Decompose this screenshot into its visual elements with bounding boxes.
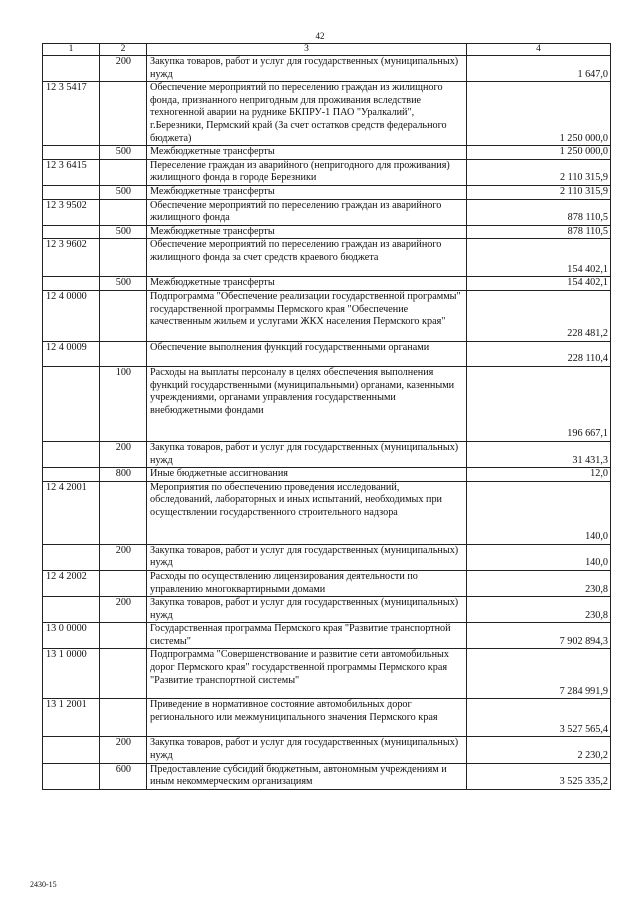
table-row [43, 544, 611, 570]
table-row [43, 441, 611, 467]
row-amount: 3 527 565,4 [467, 699, 611, 737]
row-code [43, 737, 100, 763]
row-expense-type: 500 [100, 277, 147, 291]
header-col-3: 3 [147, 44, 467, 56]
row-name: Подпрограмма "Обеспечение реализации государственной программы" государственной программы Пермского края "Обеспечение качественным жильем и услугами ЖКХ населения Пермского края" [147, 290, 467, 341]
row-code [43, 185, 100, 199]
row-expense-type: 500 [100, 225, 147, 239]
table-row [43, 623, 611, 649]
row-expense-type: 200 [100, 56, 147, 82]
row-code: 12 4 2001 [43, 481, 100, 544]
row-expense-type [100, 159, 147, 185]
row-name: Расходы на выплаты персоналу в целях обеспечения выполнения функций государственными (муниципальными) органами, казенными учреждениями, органами управления государственными внебюджетными фондами [147, 366, 467, 441]
table-row [43, 341, 611, 366]
table-row [43, 185, 611, 199]
row-name: Расходы по осуществлению лицензирования деятельности по управлению многоквартирными домами [147, 570, 467, 596]
row-amount: 12,0 [467, 468, 611, 482]
table-row [43, 225, 611, 239]
row-code [43, 277, 100, 291]
row-name: Подпрограмма "Совершенствование и развитие сети автомобильных дорог Пермского края" государственной программы Пермского края "Развитие транспортной системы" [147, 649, 467, 699]
row-code: 12 4 0000 [43, 290, 100, 341]
row-name: Обеспечение выполнения функций государственными органами [147, 341, 467, 366]
row-amount: 2 110 315,9 [467, 159, 611, 185]
row-name: Обеспечение мероприятий по переселению граждан из жилищного фонда, признанного непригодным для проживания вследствие техногенной аварии на руднике БКПРУ-1 ПАО "Уралкалий", г.Березники, Пермский край (За счет остатков средств федерального бюджета) [147, 82, 467, 146]
row-code: 12 3 9602 [43, 239, 100, 277]
table-row [43, 366, 611, 441]
row-expense-type: 200 [100, 441, 147, 467]
row-amount: 1 250 000,0 [467, 146, 611, 160]
row-expense-type: 200 [100, 544, 147, 570]
row-expense-type: 800 [100, 468, 147, 482]
row-code [43, 146, 100, 160]
row-code [43, 597, 100, 623]
row-name: Закупка товаров, работ и услуг для государственных (муниципальных) нужд [147, 737, 467, 763]
row-amount: 140,0 [467, 544, 611, 570]
table-row [43, 570, 611, 596]
row-expense-type: 100 [100, 366, 147, 441]
row-expense-type: 200 [100, 737, 147, 763]
row-expense-type: 500 [100, 146, 147, 160]
row-name: Приведение в нормативное состояние автомобильных дорог регионального или межмуниципального значения Пермского края [147, 699, 467, 737]
table-row [43, 597, 611, 623]
row-amount: 228 110,4 [467, 341, 611, 366]
row-name: Закупка товаров, работ и услуг для государственных (муниципальных) нужд [147, 441, 467, 467]
table-row [43, 468, 611, 482]
table-row [43, 159, 611, 185]
row-name: Мероприятия по обеспечению проведения исследований, обследований, лабораторных и иных испытаний, необходимых при осуществлении государственного строительного надзора [147, 481, 467, 544]
table-row [43, 239, 611, 277]
header-col-1: 1 [43, 44, 100, 56]
row-expense-type [100, 699, 147, 737]
row-code: 12 3 6415 [43, 159, 100, 185]
row-name: Закупка товаров, работ и услуг для государственных (муниципальных) нужд [147, 544, 467, 570]
row-amount: 230,8 [467, 597, 611, 623]
row-code [43, 56, 100, 82]
row-amount: 7 902 894,3 [467, 623, 611, 649]
row-expense-type: 500 [100, 185, 147, 199]
table-row [43, 82, 611, 146]
row-amount: 196 667,1 [467, 366, 611, 441]
row-code: 13 1 2001 [43, 699, 100, 737]
row-code: 12 4 2002 [43, 570, 100, 596]
row-code [43, 441, 100, 467]
row-amount: 230,8 [467, 570, 611, 596]
budget-table [42, 43, 611, 790]
header-col-4: 4 [467, 44, 611, 56]
table-row [43, 763, 611, 789]
row-amount: 3 525 335,2 [467, 763, 611, 789]
row-amount: 228 481,2 [467, 290, 611, 341]
row-code [43, 763, 100, 789]
row-expense-type: 200 [100, 597, 147, 623]
row-name: Предоставление субсидий бюджетным, автономным учреждениям и иным некоммерческим организациям [147, 763, 467, 789]
row-name: Обеспечение мероприятий по переселению граждан из аварийного жилищного фонда за счет средств краевого бюджета [147, 239, 467, 277]
row-amount: 31 431,3 [467, 441, 611, 467]
row-amount: 2 230,2 [467, 737, 611, 763]
table-row [43, 737, 611, 763]
row-expense-type [100, 199, 147, 225]
table-row [43, 699, 611, 737]
row-amount: 154 402,1 [467, 277, 611, 291]
row-code [43, 544, 100, 570]
table-row [43, 277, 611, 291]
row-name: Закупка товаров, работ и услуг для государственных (муниципальных) нужд [147, 56, 467, 82]
row-expense-type [100, 570, 147, 596]
row-amount: 2 110 315,9 [467, 185, 611, 199]
footer-code: 2430-15 [30, 880, 57, 889]
header-row [43, 44, 611, 56]
row-name: Межбюджетные трансферты [147, 185, 467, 199]
table-row [43, 290, 611, 341]
row-code: 12 4 0009 [43, 341, 100, 366]
row-name: Переселение граждан из аварийного (непригодного для проживания) жилищного фонда в городе Березники [147, 159, 467, 185]
row-expense-type [100, 649, 147, 699]
row-code: 13 0 0000 [43, 623, 100, 649]
header-col-2: 2 [100, 44, 147, 56]
row-code: 12 3 9502 [43, 199, 100, 225]
table-row [43, 56, 611, 82]
row-amount: 154 402,1 [467, 239, 611, 277]
row-amount: 1 250 000,0 [467, 82, 611, 146]
table-row [43, 649, 611, 699]
table-row [43, 481, 611, 544]
row-code [43, 225, 100, 239]
row-name: Государственная программа Пермского края "Развитие транспортной системы" [147, 623, 467, 649]
row-amount: 1 647,0 [467, 56, 611, 82]
row-expense-type: 600 [100, 763, 147, 789]
table-row [43, 146, 611, 160]
row-name: Межбюджетные трансферты [147, 146, 467, 160]
row-amount: 878 110,5 [467, 199, 611, 225]
row-name: Закупка товаров, работ и услуг для государственных (муниципальных) нужд [147, 597, 467, 623]
table-row [43, 199, 611, 225]
row-expense-type [100, 481, 147, 544]
row-code [43, 366, 100, 441]
row-amount: 140,0 [467, 481, 611, 544]
row-amount: 878 110,5 [467, 225, 611, 239]
row-name: Иные бюджетные ассигнования [147, 468, 467, 482]
row-code: 12 3 5417 [43, 82, 100, 146]
row-name: Межбюджетные трансферты [147, 277, 467, 291]
row-expense-type [100, 82, 147, 146]
row-expense-type [100, 623, 147, 649]
row-name: Обеспечение мероприятий по переселению граждан из аварийного жилищного фонда [147, 199, 467, 225]
row-expense-type [100, 341, 147, 366]
row-code: 13 1 0000 [43, 649, 100, 699]
row-expense-type [100, 239, 147, 277]
row-code [43, 468, 100, 482]
row-amount: 7 284 991,9 [467, 649, 611, 699]
row-expense-type [100, 290, 147, 341]
row-name: Межбюджетные трансферты [147, 225, 467, 239]
page-number: 42 [315, 31, 325, 41]
